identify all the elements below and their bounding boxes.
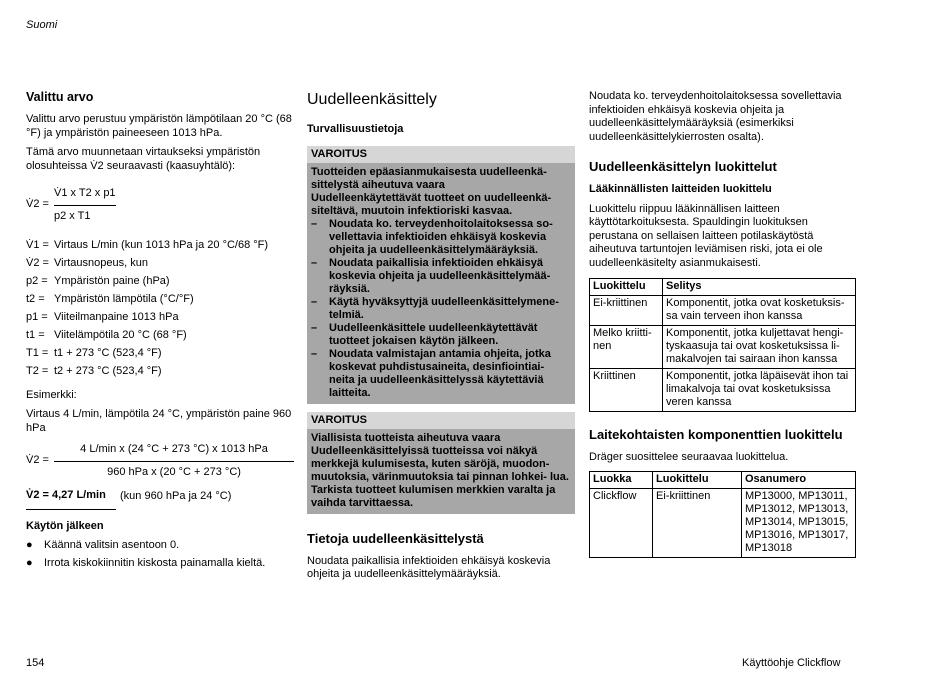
warning-box: VAROITUS Viallisista tuotteista aiheutuva vaara Uudelleenkäsittelyissä tuotteissa voi näkyä merkkejä kulumisesta, kuten säröjä, muodon- muutoksia, värinmuutoksia tai pinnan lohkei- lua. Tarkista tuotteet kulumisen merkkien varalta ja vaihda tarvittaessa.: [307, 412, 575, 514]
definition-row: V̇1 = Virtaus L/min (kun 1013 hPa ja 20 °C/68 °F): [26, 239, 269, 251]
section-title-selected-value: Valittu arvo: [26, 90, 94, 104]
header-language: Suomi: [26, 19, 58, 31]
table-row: Clickflow Ei-kriittinen MP13000, MP13011, MP13012, MP13013, MP13014, MP13015, MP13016, MP13017, MP13018: [590, 488, 856, 557]
warning-box: VAROITUS Tuotteiden epäasianmukaisesta uudelleenkä- sittelystä aiheutuva vaara Uudelleenkäytettävät tuotteet on uudelleenkä- siteltävä, muutoin infektioriski kasvaa. – Noudata ko. terveydenhoitolaitoksessa so- vellettavia infektioiden ehkäisyä koskevia ohjeita ja uudelleenkäsittelymääräyksiä. – Noudata paikallisia infektioiden ehkäisyä koskevia ohjeita ja uudelleenkäsittelymää- räyksiä. – Käytä hyväksyttyjä uudelleenkäsittelymene- telmiä. – Uudelleenkäsittele uudelleenkäytettävät tuotteet jokaisen käytön jälkeen. – Noudata valmistajan antamia ohjeita, jotka koskevat puhdistusaineita, desinfiointiai- neita ja uudelleenkäsittelyssä käytettäviä laitteita.: [307, 146, 575, 404]
definition-row: p2 = Ympäristön paine (hPa): [26, 275, 170, 287]
definition-row: t1 = Viitelämpötila 20 °C (68 °F): [26, 329, 187, 341]
device-table: [589, 471, 856, 558]
equation-lhs: V̇2 =: [26, 198, 49, 211]
gas-equation: [26, 187, 294, 223]
table-header-row: Luokka Luokittelu Osanumero: [590, 471, 856, 488]
paragraph: Tämä arvo muunnetaan virtaukseksi ympäristön olosuhteissa V̇2 seuraavasti (kaasuyhtälö):: [26, 146, 261, 172]
equation-denominator: p2 x T1: [54, 209, 91, 222]
equation-lhs: V̇2 =: [26, 454, 49, 467]
classification-table: [589, 278, 856, 412]
warning-list-item: – Noudata valmistajan antamia ohjeita, jotka koskevat puhdistusaineita, desinfiointiai- neita ja uudelleenkäsittelyssä käytettäviä laitteita.: [311, 347, 551, 399]
example-result: [26, 489, 294, 510]
equation-numerator: 4 L/min x (24 °C + 273 °C) x 1013 hPa: [54, 443, 294, 462]
list-item: ● Käännä valitsin asentoon 0.: [26, 539, 180, 551]
definition-row: V̇2 = Virtausnopeus, kun: [26, 257, 148, 269]
example-label: Esimerkki:: [26, 388, 77, 401]
definition-row: t2 = Ympäristön lämpötila (°C/°F): [26, 293, 194, 305]
paragraph: Luokittelu riippuu lääkinnällisen laitteen käyttötarkoituksesta. Spauldingin luokituksen perustana on sellaisen laitteen potilaskäytöstä aiheutuva tartuntojen leviämisen riski, jota ei ole uudelleenkäsitelty asianmukaisesti.: [589, 202, 823, 269]
warning-list-item: – Uudelleenkäsittele uudelleenkäytettävät tuotteet jokaisen käytön jälkeen.: [311, 321, 538, 347]
chapter-title: Uudelleenkäsittely: [307, 91, 437, 108]
paragraph: Valittu arvo perustuu ympäristön lämpötilaan 20 °C (68 °F) ja ympäristön paineeseen 1013 hPa.: [26, 113, 292, 139]
warning-list-item: – Noudata paikallisia infektioiden ehkäisyä koskevia ohjeita ja uudelleenkäsittelymää- räyksiä.: [311, 256, 551, 295]
section-title-classification: Uudelleenkäsittelyn luokittelut: [589, 159, 777, 174]
paragraph: Dräger suosittelee seuraavaa luokittelua.: [589, 451, 789, 463]
equation-denominator: 960 hPa x (20 °C + 273 °C): [107, 465, 241, 478]
subsection-title: Lääkinnällisten laitteiden luokittelu: [589, 183, 772, 195]
bullet-icon: ●: [26, 556, 33, 569]
warning-heading: VAROITUS: [307, 146, 575, 163]
equation-numerator: V̇1 x T2 x p1: [54, 187, 116, 206]
section-title-device: Laitekohtaisten komponenttien luokittelu: [589, 427, 843, 442]
bullet-icon: ●: [26, 539, 33, 551]
paragraph: Noudata ko. terveydenhoitolaitoksessa sovellettavia infektioiden ehkäisyä koskevia ohjeita ja uudelleenkäsittelymääräyksiä (esimerkiksi uudelleenkäsittelykierrosten osalta).: [589, 90, 842, 143]
document-title: Käyttöohje Clickflow: [742, 657, 841, 669]
warning-list-item: – Käytä hyväksyttyjä uudelleenkäsittelymene- telmiä.: [311, 295, 559, 321]
warning-list-item: – Noudata ko. terveydenhoitolaitoksessa so- vellettavia infektioiden ehkäisyä koskevia ohjeita ja uudelleenkäsittelymääräyksiä.: [311, 217, 553, 256]
table-row: Melko kriitti- nen Komponentit, jotka kuljettavat hengi- tyskaasuja tai ovat kosketuksissa li- makalvojen tai sairaan ihon kanssa: [590, 326, 856, 369]
definition-row: p1 = Viiteilmanpaine 1013 hPa: [26, 311, 179, 323]
column-left: [26, 90, 294, 574]
definition-row: T1 = t1 + 273 °C (523,4 °F): [26, 347, 162, 359]
table-header-row: Luokittelu Selitys: [590, 279, 856, 296]
paragraph: Noudata paikallisia infektioiden ehkäisyä koskevia ohjeita ja uudelleenkäsittelymääräyksiä.: [307, 554, 551, 580]
example-text: Virtaus 4 L/min, lämpötila 24 °C, ympäristön paine 960 hPa: [26, 408, 292, 434]
result-note: (kun 960 hPa ja 24 °C): [120, 489, 232, 502]
page-number: 154: [26, 657, 45, 669]
example-equation: [26, 443, 294, 479]
section-title-info: Tietoja uudelleenkäsittelystä: [307, 530, 484, 546]
safety-title: Turvallisuustietoja: [307, 123, 404, 135]
list-item: ● Irrota kiskokiinnitin kiskosta painamalla kieltä.: [26, 556, 266, 569]
table-row: Kriittinen Komponentit, jotka läpäisevät ihon tai limakalvoja tai ovat kosketuksissa veren kanssa: [590, 369, 856, 412]
result-value: V̇2 = 4,27 L/min: [26, 489, 116, 510]
column-right: [589, 90, 857, 558]
table-row: Ei-kriittinen Komponentit, jotka ovat kosketuksis- sa vain terveen ihon kanssa: [590, 296, 856, 326]
after-use-title: Käytön jälkeen: [26, 519, 104, 532]
column-middle: [307, 90, 575, 588]
warning-heading: VAROITUS: [307, 412, 575, 429]
definition-row: T2 = t2 + 273 °C (523,4 °F): [26, 365, 162, 377]
variable-definitions: [26, 239, 294, 379]
